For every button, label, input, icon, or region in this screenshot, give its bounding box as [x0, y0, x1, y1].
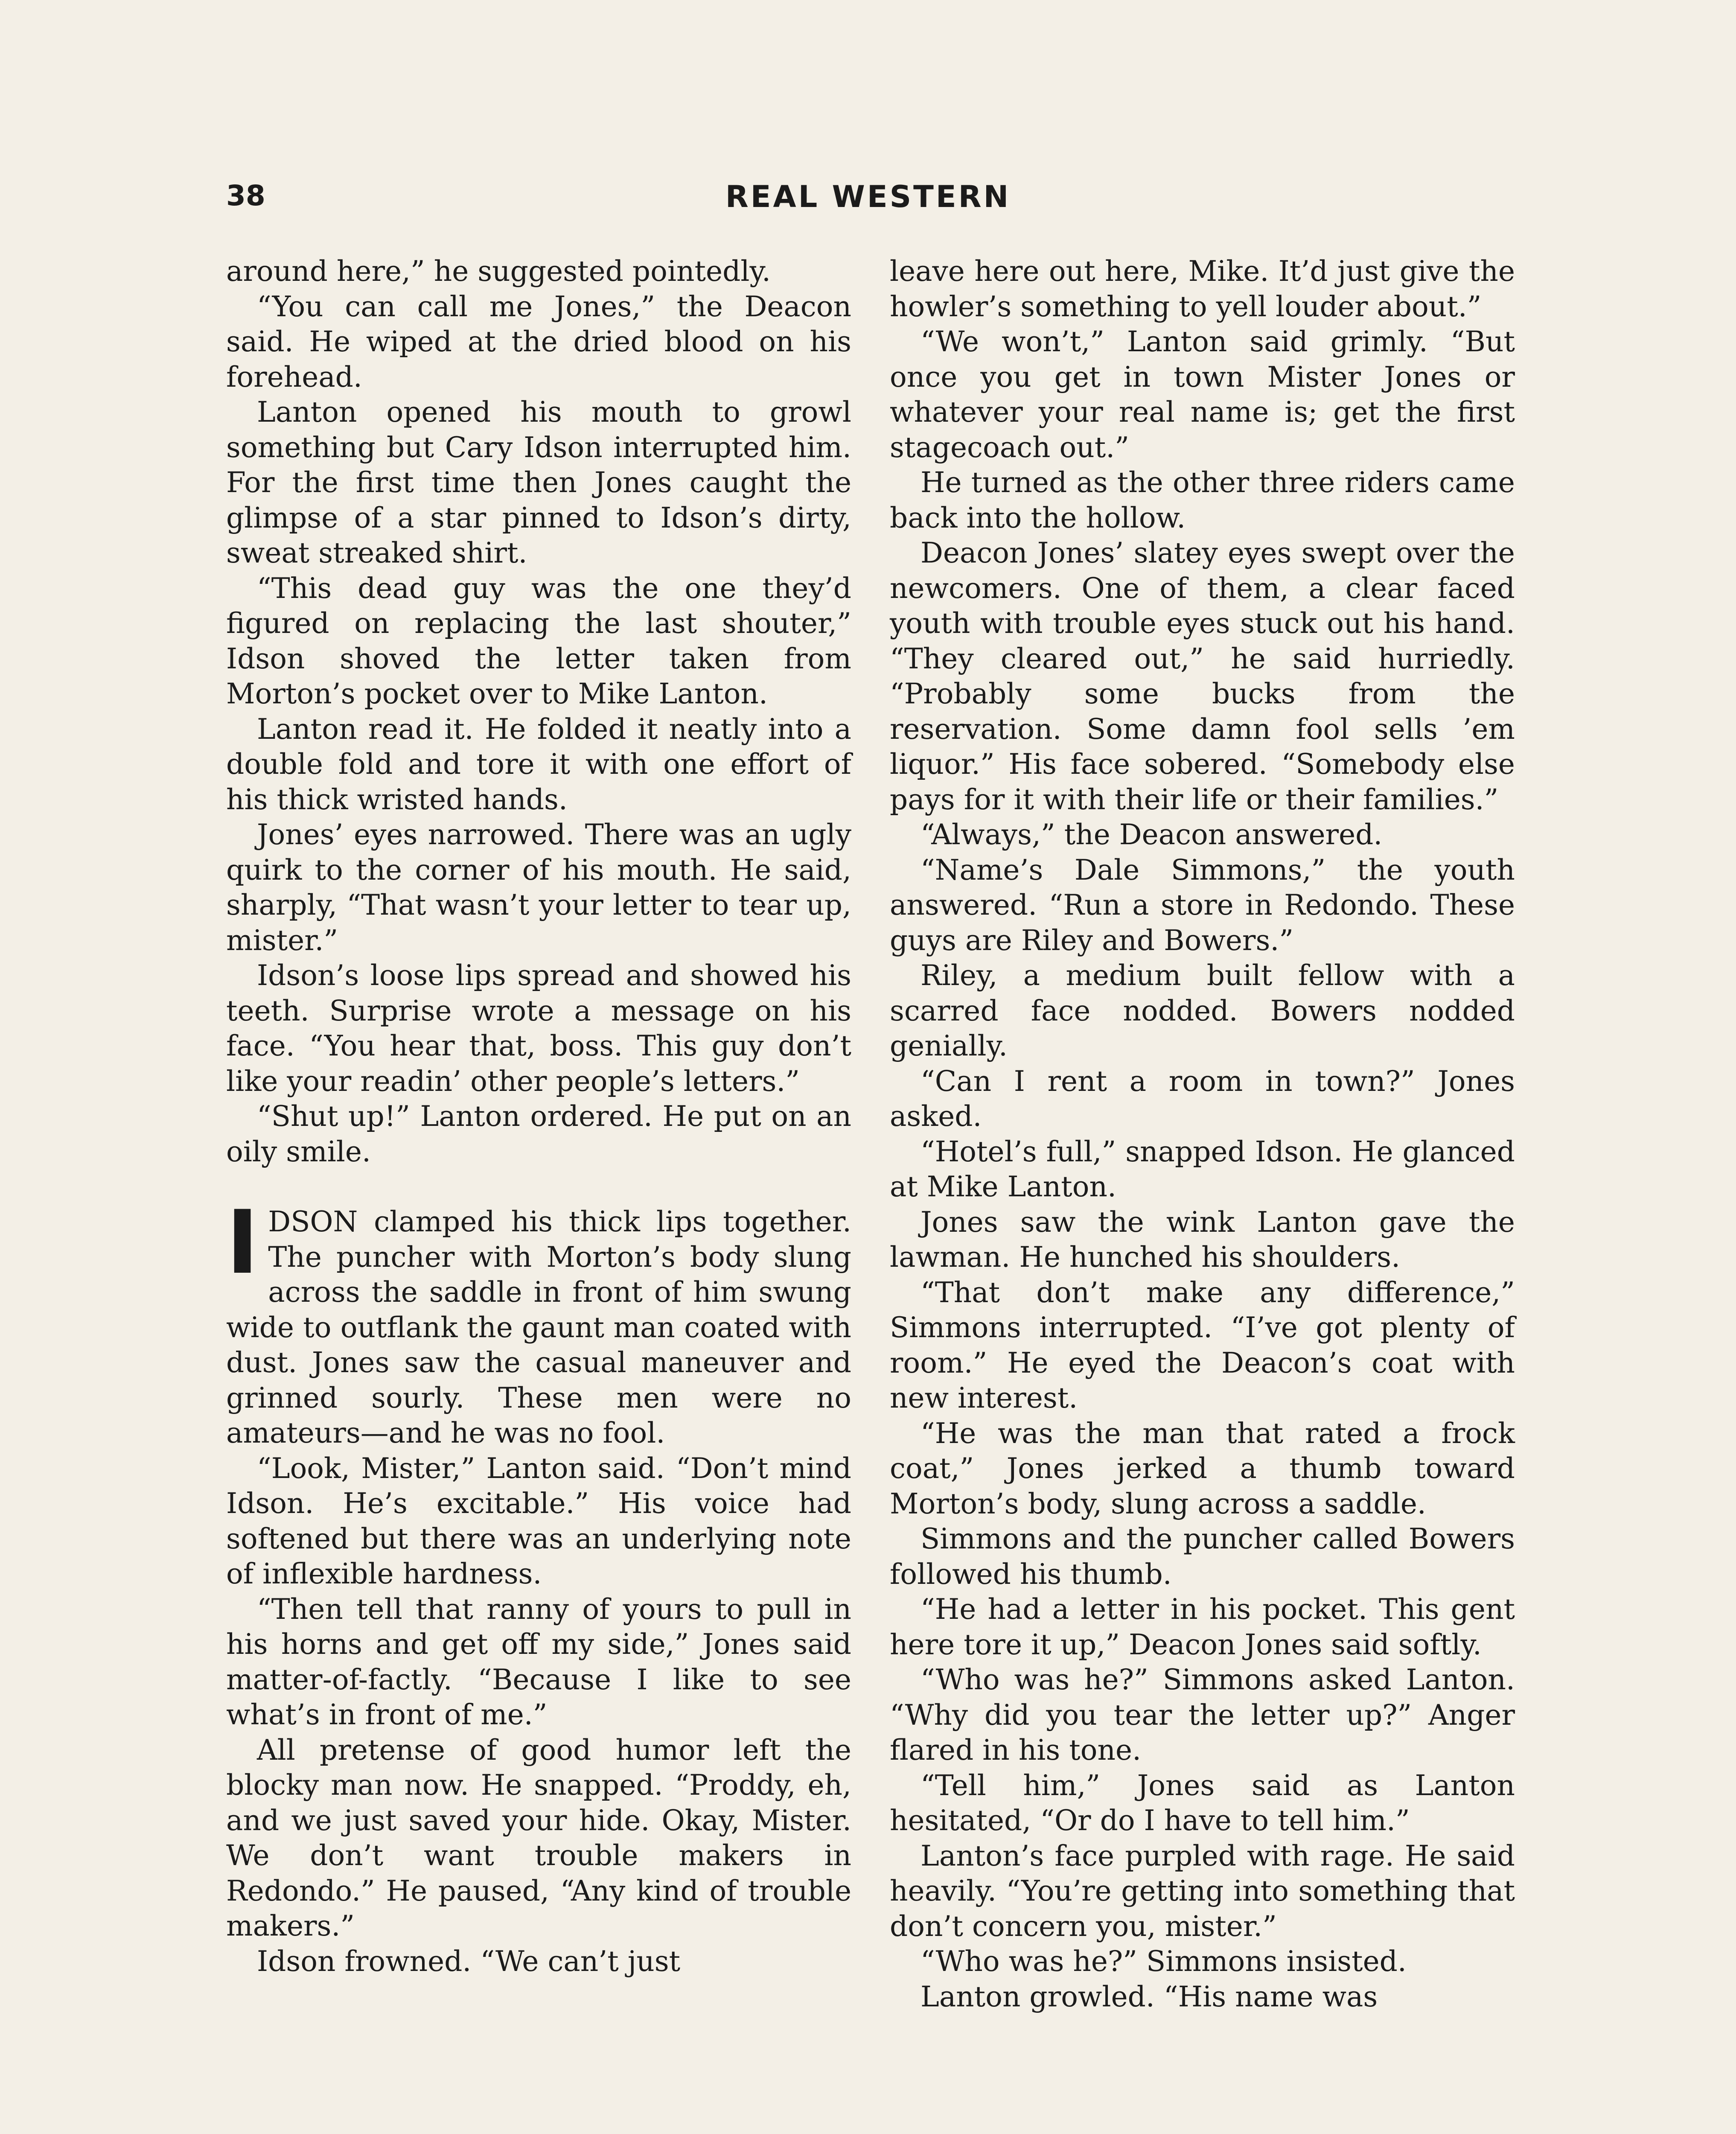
- paragraph: Jones’ eyes narrowed. There was an ugly quirk to the corner of his mouth. He said, sharply, “That wasn’t your letter to tear up, mister.”: [226, 818, 851, 957]
- paragraph: He turned as the other three riders came back into the hollow.: [890, 466, 1515, 534]
- paragraph: “He was the man that rated a frock coat,” Jones jerked a thumb toward Morton’s body, slung across a saddle.: [890, 1417, 1515, 1520]
- paragraph: “Then tell that ranny of yours to pull in his horns and get off my side,” Jones said matter-of-factly. “Because I like to see what’s in front of me.”: [226, 1592, 851, 1731]
- paragraph: Lanton read it. He folded it neatly into a double fold and tore it with one effort of his thick wristed hands.: [226, 712, 851, 816]
- paragraph: Jones saw the wink Lanton gave the lawman. He hunched his shoulders.: [890, 1205, 1515, 1274]
- paragraph: “Name’s Dale Simmons,” the youth answered. “Run a store in Redondo. These guys are Riley and Bowers.”: [890, 853, 1515, 957]
- paragraph: around here,” he suggested pointedly.: [226, 255, 771, 288]
- paragraph: Lanton growled. “His name was: [920, 1980, 1378, 2013]
- paragraph: Simmons and the puncher called Bowers followed his thumb.: [890, 1522, 1515, 1591]
- paragraph: “That don’t make any difference,” Simmons interrupted. “I’ve got plenty of room.” He eyed the Deacon’s coat with new interest.: [890, 1276, 1515, 1414]
- paragraph: Lanton’s face purpled with rage. He said heavily. “You’re getting into something that don’t concern you, mister.”: [890, 1839, 1515, 1943]
- paragraph: Idson’s loose lips spread and showed his teeth. Surprise wrote a message on his face. “You hear that, boss. This guy don’t like your readin’ other people’s letters.”: [226, 959, 851, 1098]
- paragraph: “Can I rent a room in town?” Jones asked.: [890, 1064, 1515, 1133]
- paragraph: “Who was he?” Simmons insisted.: [920, 1945, 1407, 1978]
- page-number: 38: [226, 179, 265, 212]
- paragraph: Idson frowned. “We can’t just: [257, 1945, 681, 1978]
- paragraph: All pretense of good humor left the blocky man now. He snapped. “Proddy, eh, and we just saved your hide. Okay, Mister. We don’t want trouble makers in Redondo.” He paused, “Any kind of trouble makers.”: [226, 1733, 851, 1942]
- paragraph: “Tell him,” Jones said as Lanton hesitated, “Or do I have to tell him.”: [890, 1769, 1515, 1837]
- drop-cap: I: [226, 1192, 259, 1294]
- paragraph: Lanton opened his mouth to growl something but Cary Idson interrupted him. For the first time then Jones caught the glimpse of a star pinned to Idson’s dirty, sweat streaked shirt.: [226, 396, 851, 569]
- paragraph: “This dead guy was the one they’d figured on replacing the last shouter,” Idson shoved the letter taken from Morton’s pocket over to Mike Lanton.: [226, 571, 851, 710]
- paragraph: “You can call me Jones,” the Deacon said. He wiped at the dried blood on his forehead.: [226, 290, 851, 394]
- paragraph: “Always,” the Deacon answered.: [920, 818, 1383, 851]
- section-opening-text: DSON clamped his thick lips together. The puncher with Morton’s body slung across the saddle in front of him swung wide to outflank the gaunt man coated with dust. Jones saw the casual maneuver and grinned sourly. These men were no amateurs—and he was no fool.: [226, 1205, 851, 1449]
- paragraph: “Hotel’s full,” snapped Idson. He glanced at Mike Lanton.: [890, 1135, 1515, 1203]
- paragraph: “Look, Mister,” Lanton said. “Don’t mind Idson. He’s excitable.” His voice had softened but there was an underlying note of inflexible hardness.: [226, 1452, 851, 1590]
- running-head: REAL WESTERN: [725, 179, 1011, 214]
- left-column: [226, 254, 851, 1979]
- paragraph: “We won’t,” Lanton said grimly. “But once you get in town Mister Jones or whatever your real name is; get the first stagecoach out.”: [890, 325, 1515, 464]
- paragraph: “Who was he?” Simmons asked Lanton. “Why did you tear the letter up?” Anger flared in his tone.: [890, 1663, 1515, 1767]
- paragraph: “Shut up!” Lanton ordered. He put on an oily smile.: [226, 1100, 851, 1168]
- right-column: [890, 254, 1515, 2014]
- paragraph: “He had a letter in his pocket. This gent here tore it up,” Deacon Jones said softly.: [890, 1593, 1515, 1661]
- paragraph: Deacon Jones’ slatey eyes swept over the newcomers. One of them, a clear faced youth with trouble eyes stuck out his hand. “They cleared out,” he said hurriedly. “Probably some bucks from the reservation. Some damn fool sells ’em liquor.” His face sobered. “Somebody else pays for it with their life or their families.”: [890, 536, 1515, 816]
- paragraph: Riley, a medium built fellow with a scarred face nodded. Bowers nodded genially.: [890, 959, 1515, 1062]
- paragraph: leave here out here, Mike. It’d just give the howler’s something to yell louder about.”: [890, 255, 1515, 323]
- section-opening-paragraph: [226, 1192, 851, 1451]
